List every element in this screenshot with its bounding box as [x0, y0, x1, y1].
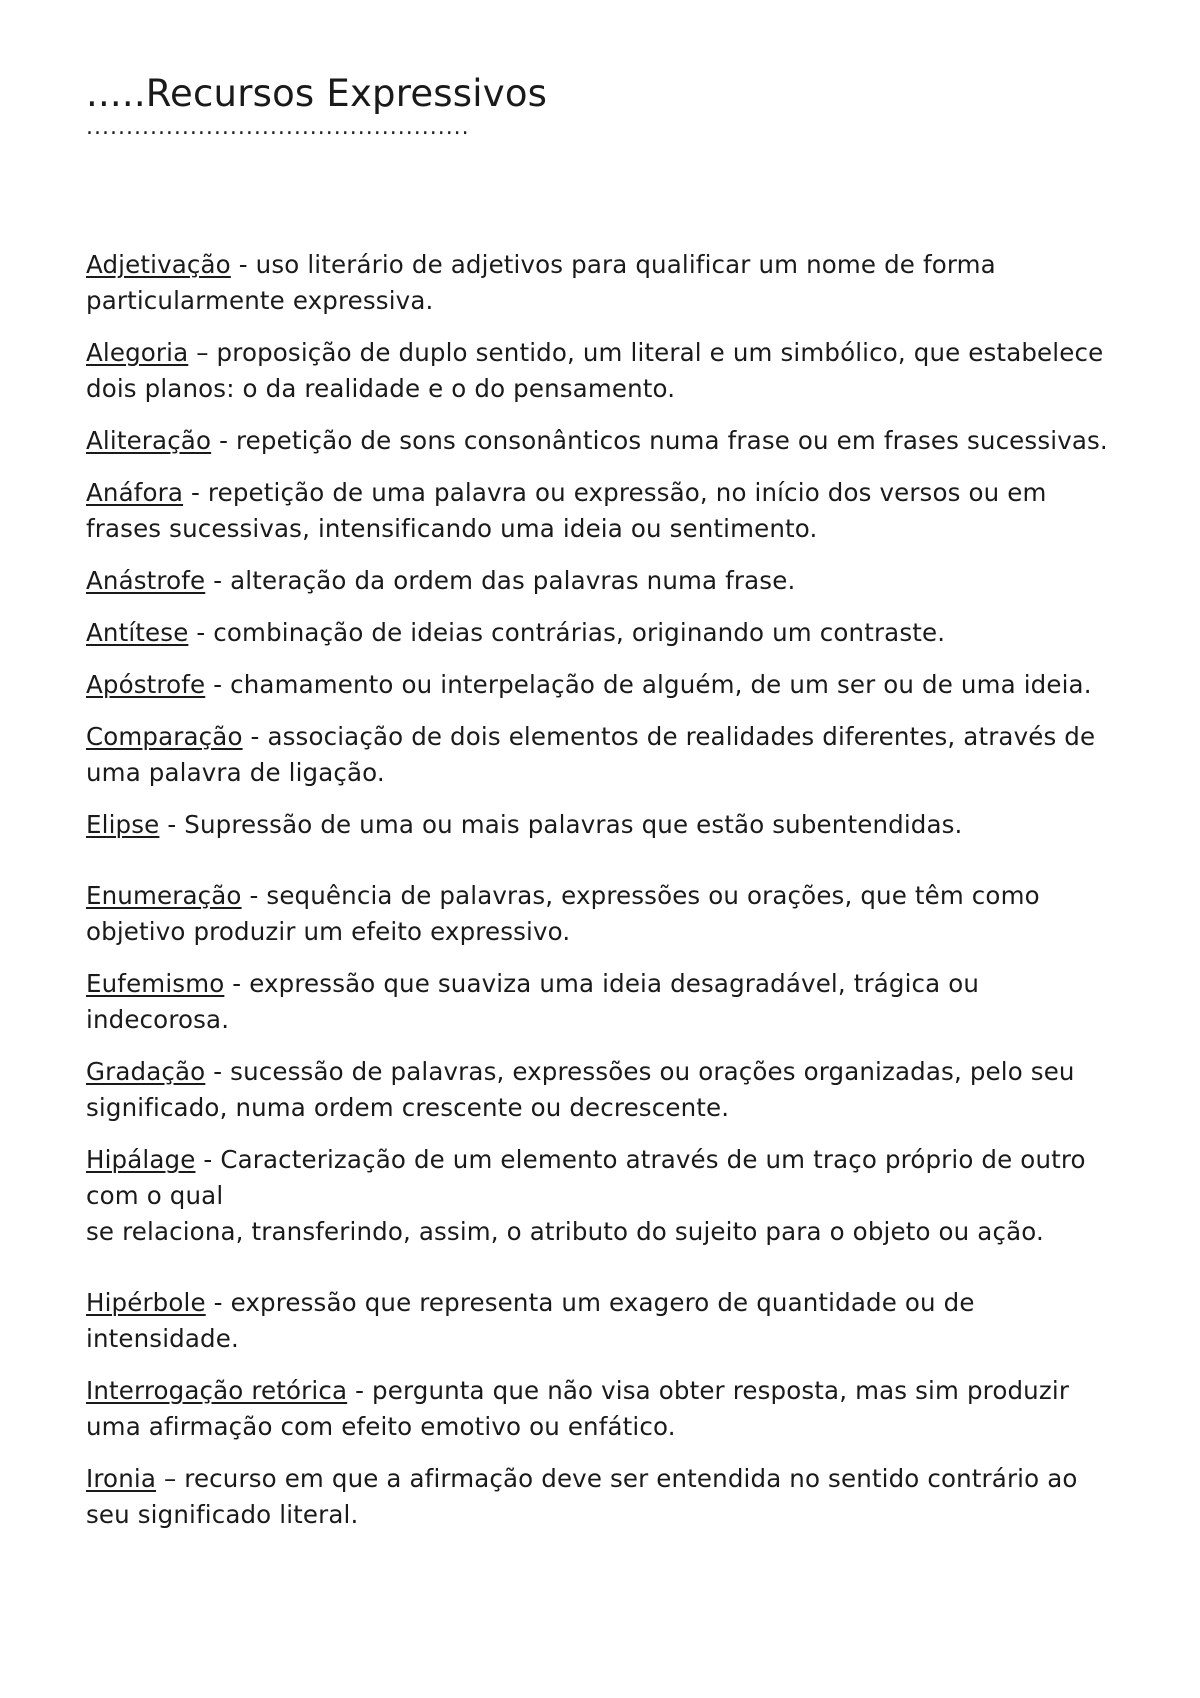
definition-text: - associação de dois elementos de realidades diferentes, através de uma palavra de ligação. — [86, 722, 1096, 787]
definition-term: Antítese — [86, 618, 189, 647]
definition-text: - expressão que representa um exagero de quantidade ou de intensidade. — [86, 1288, 975, 1353]
definition-term: Hipérbole — [86, 1288, 206, 1317]
definition-entry — [86, 1285, 1126, 1357]
definition-text: - chamamento ou interpelação de alguém, de um ser ou de uma ideia. — [205, 670, 1092, 699]
definition-entry — [86, 423, 1126, 459]
definition-text-continuation: se relaciona, transferindo, assim, o atributo do sujeito para o objeto ou ação. — [86, 1217, 1044, 1246]
document-page — [86, 72, 1126, 1529]
definition-term: Elipse — [86, 810, 160, 839]
definition-term: Hipálage — [86, 1145, 196, 1174]
definition-text: - pergunta que não visa obter resposta, mas sim produzir uma afirmação com efeito emotivo ou enfático. — [86, 1376, 1070, 1441]
definition-entry — [86, 878, 1126, 950]
definition-term: Enumeração — [86, 881, 242, 910]
definition-entry — [86, 719, 1126, 791]
definition-term: Aliteração — [86, 426, 212, 455]
definition-text: - repetição de sons consonânticos numa frase ou em frases sucessivas. — [211, 426, 1108, 455]
definition-text: - alteração da ordem das palavras numa frase. — [205, 566, 796, 595]
definition-entry — [86, 667, 1126, 703]
definition-entry — [86, 475, 1126, 547]
definition-text: - combinação de ideias contrárias, originando um contraste. — [188, 618, 946, 647]
definition-entry — [86, 807, 1126, 843]
definition-term: Ironia — [86, 1464, 156, 1493]
definition-text: – proposição de duplo sentido, um literal e um simbólico, que estabelece dois planos: o da realidade e o do pensamento. — [86, 338, 1104, 403]
definition-term: Anáfora — [86, 478, 184, 507]
definition-entry — [86, 563, 1126, 599]
document-title: .....Recursos Expressivos — [86, 72, 548, 115]
definition-entry — [86, 1373, 1126, 1445]
definition-text: - sequência de palavras, expressões ou orações, que têm como objetivo produzir um efeito expressivo. — [86, 881, 1040, 946]
definition-term: Interrogação retórica — [86, 1376, 348, 1405]
title-dotted-line: ................................................ — [86, 115, 470, 140]
definition-text: - Supressão de uma ou mais palavras que estão subentendidas. — [159, 810, 963, 839]
definition-text: - Caracterização de um elemento através de um traço próprio de outro com o qual — [86, 1145, 1086, 1210]
definition-text: - repetição de uma palavra ou expressão, no início dos versos ou em frases sucessivas, intensificando uma ideia ou sentimento. — [86, 478, 1047, 543]
definition-term: Gradação — [86, 1057, 206, 1086]
definition-term: Alegoria — [86, 338, 189, 367]
definition-text: - expressão que suaviza uma ideia desagradável, trágica ou indecorosa. — [86, 969, 980, 1034]
definition-term: Apóstrofe — [86, 670, 206, 699]
definition-entry — [86, 1461, 1126, 1533]
definition-term: Comparação — [86, 722, 243, 751]
definition-entry — [86, 966, 1126, 1038]
definition-entry — [86, 1054, 1126, 1126]
definition-text: – recurso em que a afirmação deve ser entendida no sentido contrário ao seu significado literal. — [86, 1464, 1078, 1529]
definition-term: Eufemismo — [86, 969, 225, 998]
definition-entry — [86, 335, 1126, 407]
definitions-list — [86, 247, 1126, 1549]
definition-term: Adjetivação — [86, 250, 231, 279]
definition-entry — [86, 1142, 1126, 1250]
definition-text: - sucessão de palavras, expressões ou orações organizadas, pelo seu significado, numa ordem crescente ou decrescente. — [86, 1057, 1075, 1122]
definition-entry — [86, 247, 1126, 319]
definition-text: - uso literário de adjetivos para qualificar um nome de forma particularmente expressiva. — [86, 250, 996, 315]
definition-term: Anástrofe — [86, 566, 206, 595]
definition-entry — [86, 615, 1126, 651]
